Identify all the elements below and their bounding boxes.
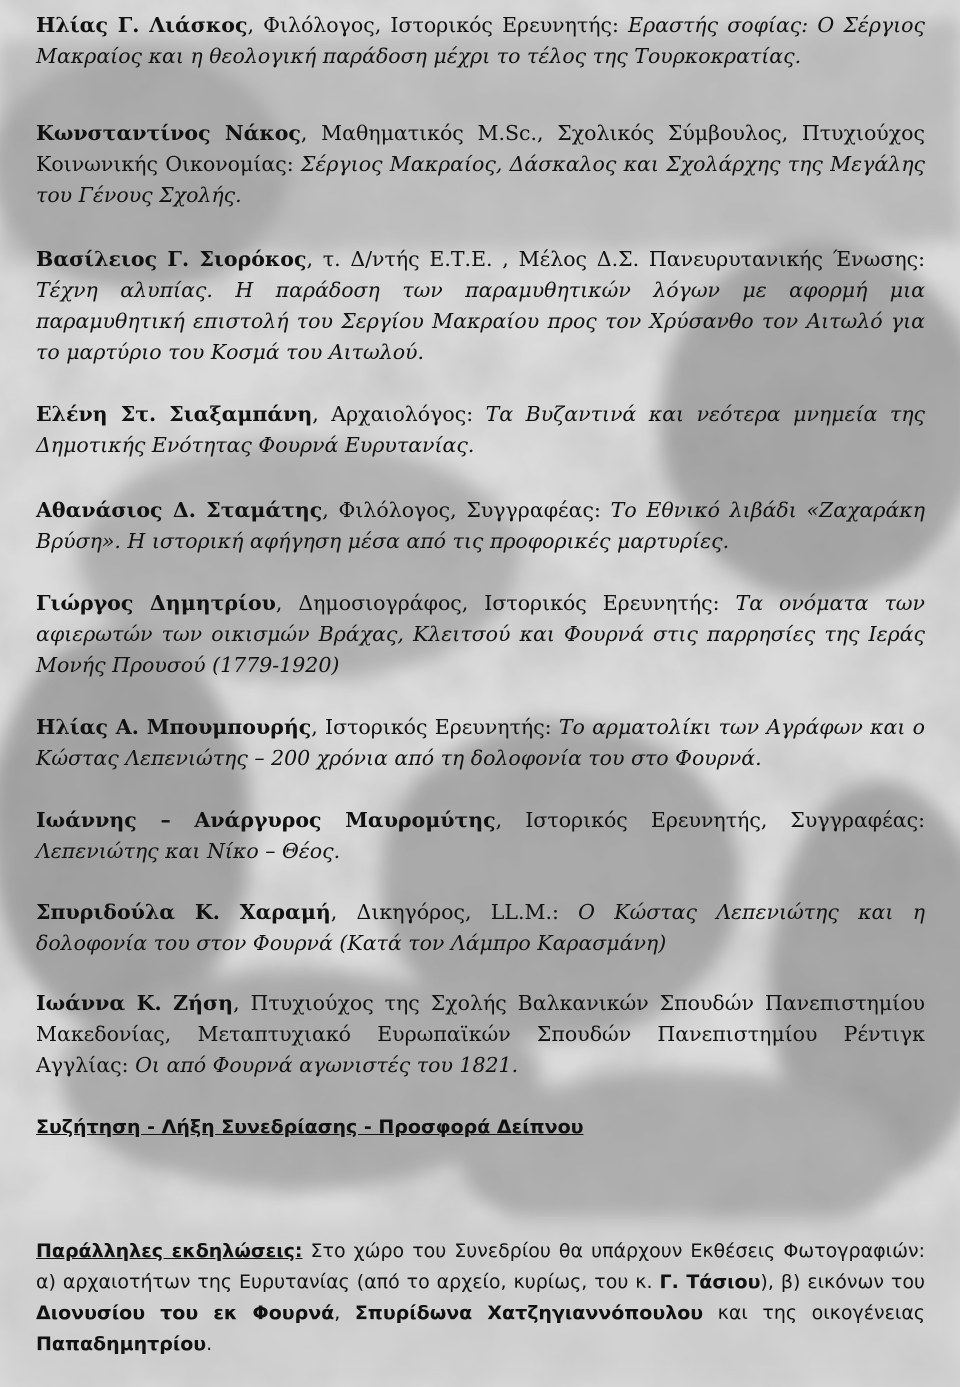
speaker-entry-1 [36, 10, 925, 72]
parallel-events-paragraph [36, 1236, 925, 1360]
speaker-name: Βασίλειος Γ. Σιορόκος [36, 247, 307, 271]
talk-title: Λεπενιώτης και Νίκο – Θέος. [36, 839, 341, 863]
icon-painter-name: Διονυσίου του εκ Φουρνά [36, 1302, 335, 1324]
speaker-role: , Ιστορικός Ερευνητής: [311, 715, 559, 739]
talk-title: Σέργιος Μακραίος, Δάσκαλος και Σχολάρχης της Μεγάλης του Γένους Σχολής. [36, 152, 925, 207]
speaker-role: , Αρχαιολόγος: [312, 402, 486, 426]
speaker-entry-10 [36, 988, 925, 1081]
speaker-entry-7 [36, 712, 925, 774]
speaker-name: Ελένη Στ. Σιαξαμπάνη [36, 402, 313, 426]
parallel-events-label: Παράλληλες εκδηλώσεις: [36, 1240, 303, 1262]
parallel-text-3: , [334, 1302, 355, 1324]
parallel-text-5: . [206, 1333, 213, 1355]
closing-session-line [36, 1112, 925, 1143]
speaker-name: Γιώργος Δημητρίου [36, 591, 276, 615]
speaker-role: , Πτυχιούχος της Σχολής Βαλκανικών Σπουδών Πανεπιστημίου Μακεδονίας, Μεταπτυχιακό Ευρωπαϊκών Σπουδών Πανεπιστημίου Ρέντιγκ Αγγλίας: [36, 991, 925, 1077]
talk-title: Τα Βυζαντινά και νεότερα μνημεία της Δημοτικής Ενότητας Φουρνά Ευρυτανίας. [36, 402, 925, 457]
talk-title: Το Εθνικό λιβάδι «Ζαχαράκη Βρύση». Η ιστορική αφήγηση μέσα από τις προφορικές μαρτυρίες. [36, 498, 926, 553]
talk-title: Τέχνη αλυπίας. Η παράδοση των παραμυθητικών λόγων με αφορμή μια παραμυθητική επιστολή του Σεργίου Μακραίου προς τον Χρύσανθο τον Αιτωλό για το μαρτύριο του Κοσμά του Αιτωλού. [36, 278, 925, 364]
speaker-role: , Ιστορικός Ερευνητής, Συγγραφέας: [495, 808, 925, 832]
talk-title: Το αρματολίκι των Αγράφων και ο Κώστας Λεπενιώτης – 200 χρόνια από τη δολοφονία του στο Φουρνά. [36, 715, 925, 770]
speaker-entry-2 [36, 118, 925, 211]
speaker-entry-9 [36, 897, 925, 959]
speaker-name: Κωνσταντίνος Νάκος [36, 121, 301, 145]
talk-title: Ο Κώστας Λεπενιώτης και η δολοφονία του στον Φουρνά (Κατά τον Λάμπρο Καρασμάνη) [36, 900, 925, 955]
speaker-role: , Δικηγόρος, LL.M.: [330, 900, 579, 924]
parallel-text-2: ), β) εικόνων του [760, 1271, 925, 1293]
speaker-role: , Φιλόλογος, Συγγραφέας: [322, 498, 611, 522]
photographer-name: Γ. Τάσιου [659, 1271, 761, 1293]
parallel-text-4: και της οικογένειας [703, 1302, 925, 1324]
speaker-entry-5 [36, 495, 925, 557]
speaker-name: Ηλίας Α. Μπουμπουρής [36, 715, 312, 739]
speaker-entry-4 [36, 399, 925, 461]
family-name: Παπαδημητρίου [36, 1333, 207, 1355]
talk-title: Εραστής σοφίας: Ο Σέργιος Μακραίος και η θεολογική παράδοση μέχρι το τέλος της Τουρκοκρατίας. [36, 13, 926, 68]
talk-title: Τα ονόματα των αφιερωτών των οικισμών Βράχας, Κλειτσού και Φουρνά στις παρρησίες της Ιεράς Μονής Προυσού (1779-1920) [36, 591, 925, 677]
speaker-role: , Φιλόλογος, Ιστορικός Ερευνητής: [247, 13, 629, 37]
speaker-entry-3 [36, 244, 925, 368]
speaker-name: Αθανάσιος Δ. Σταμάτης [36, 498, 323, 522]
speaker-name: Ιωάννα Κ. Ζήση [36, 991, 234, 1015]
speaker-role: , Μαθηματικός M.Sc., Σχολικός Σύμβουλος, Πτυχιούχος Κοινωνικής Οικονομίας: [36, 121, 926, 176]
parallel-text-1: Στο χώρο του Συνεδρίου θα υπάρχουν Εκθέσεις Φωτογραφιών: α) αρχαιοτήτων της Ευρυτανίας (από το αρχείο, κυρίως, του κ. [36, 1240, 925, 1293]
closing-text: Συζήτηση - Λήξη Συνεδρίασης - Προσφορά Δείπνου [36, 1116, 584, 1138]
speaker-name: Σπυριδούλα Κ. Χαραμή [36, 900, 331, 924]
speaker-name: Ιωάννης – Ανάργυρος Μαυρομύτης [36, 808, 496, 832]
person-name: Σπυρίδωνα Χατζηγιαννόπουλου [354, 1302, 704, 1324]
speaker-role: , τ. Δ/ντής Ε.Τ.Ε. , Μέλος Δ.Σ. Πανευρυτανικής Ένωσης: [306, 247, 925, 271]
speaker-entry-8 [36, 805, 925, 867]
talk-title: Οι από Φουρνά αγωνιστές του 1821. [135, 1053, 519, 1077]
speaker-entry-6 [36, 588, 925, 681]
speaker-role: , Δημοσιογράφος, Ιστορικός Ερευνητής: [275, 591, 736, 615]
speaker-name: Ηλίας Γ. Λιάσκος [36, 13, 248, 37]
